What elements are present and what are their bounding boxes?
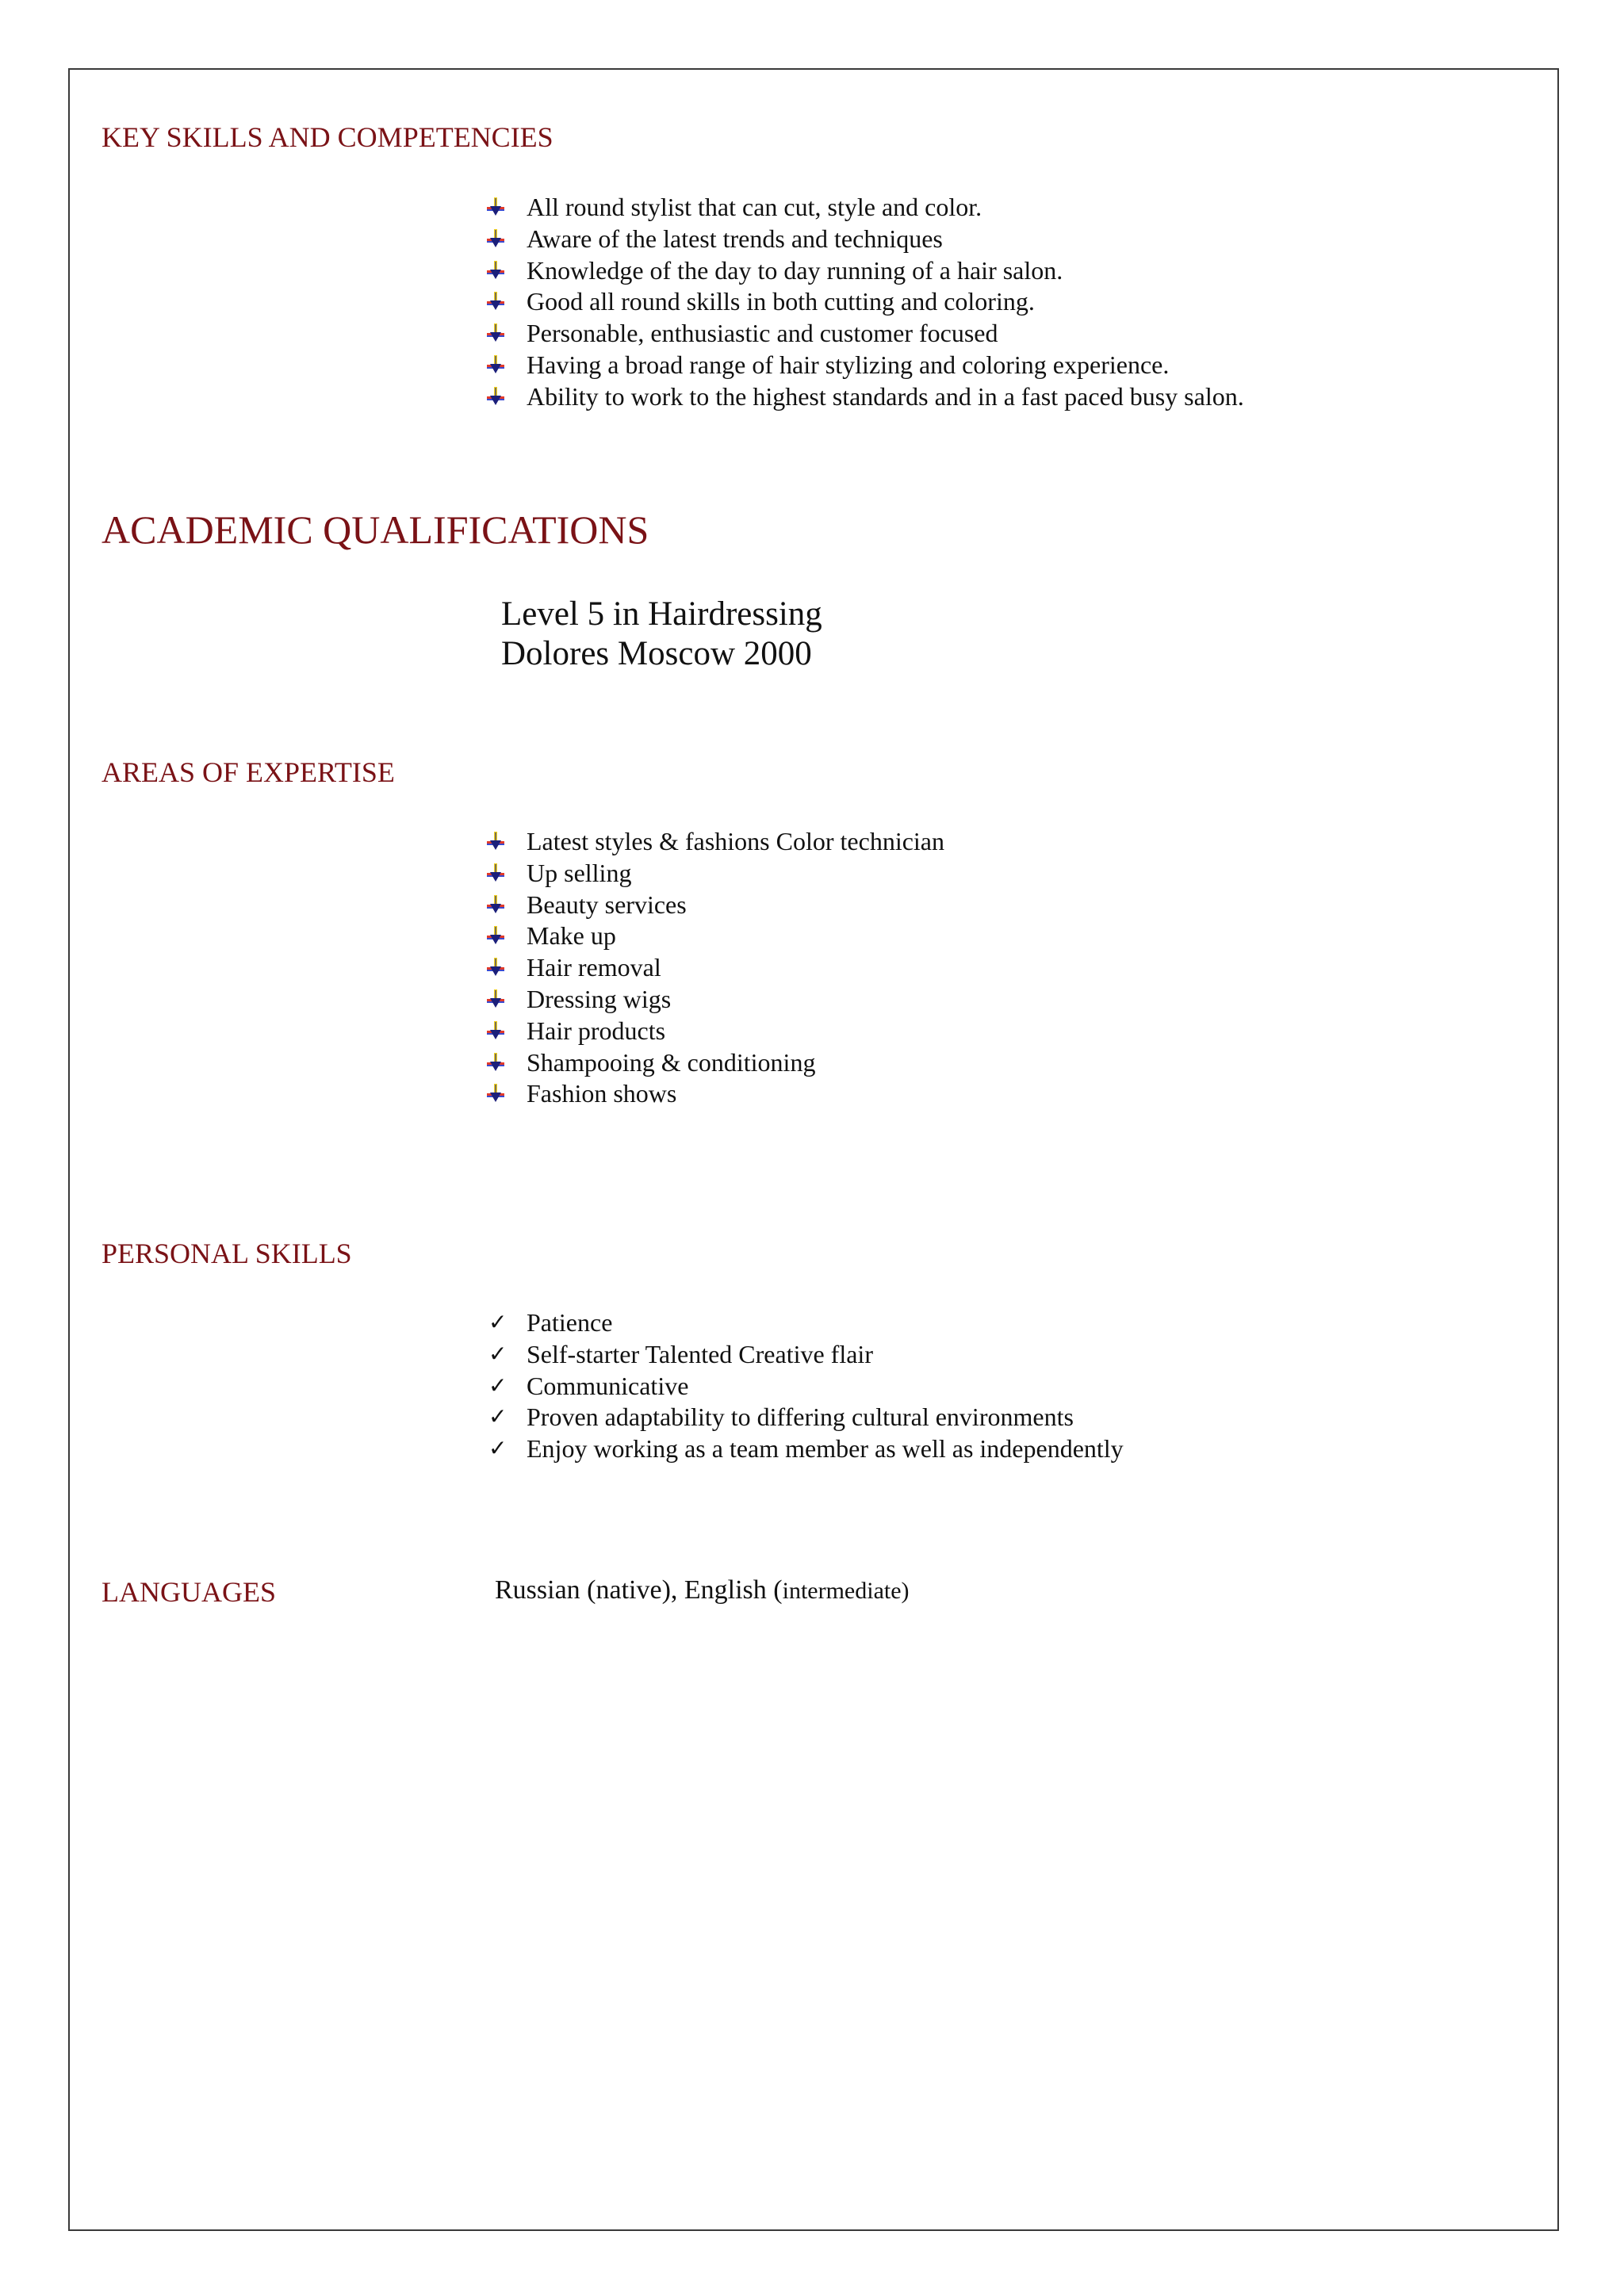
down-arrow-icon — [485, 354, 506, 375]
academic-heading: ACADEMIC QUALIFICATIONS — [102, 507, 649, 552]
list-item-text: Beauty services — [527, 890, 687, 919]
down-arrow-icon — [485, 1083, 506, 1104]
checkmark-icon: ✓ — [488, 1435, 508, 1462]
languages-value — [495, 1575, 910, 1607]
list-item-text: Make up — [527, 921, 616, 951]
list-item-text: Patience — [527, 1308, 613, 1337]
down-arrow-icon — [485, 1020, 506, 1041]
list-item-text: Good all round skills in both cutting and coloring. — [527, 287, 1035, 316]
down-arrow-icon — [485, 831, 506, 851]
checkmark-icon: ✓ — [488, 1340, 508, 1367]
down-arrow-icon — [485, 260, 506, 281]
list-item-text: Knowledge of the day to day running of a hair salon. — [527, 255, 1063, 285]
list-item-text: Having a broad range of hair stylizing and coloring experience. — [527, 350, 1170, 379]
down-arrow-icon — [485, 957, 506, 978]
list-item-text: Up selling — [527, 858, 632, 887]
checkmark-icon: ✓ — [488, 1309, 508, 1335]
down-arrow-icon — [485, 323, 506, 343]
list-item-text: Hair products — [527, 1016, 666, 1045]
key-skills-heading: KEY SKILLS AND COMPETENCIES — [102, 121, 553, 153]
down-arrow-icon — [485, 197, 506, 217]
checkmark-icon: ✓ — [488, 1403, 508, 1430]
list-item-text: Proven adaptability to differing cultural environments — [527, 1402, 1074, 1432]
list-item-text: Fashion shows — [527, 1079, 677, 1108]
checkmark-icon: ✓ — [488, 1372, 508, 1399]
down-arrow-icon — [485, 228, 506, 249]
personal-skills-heading: PERSONAL SKILLS — [102, 1238, 352, 1269]
languages-main: Russian (native), English ( — [495, 1575, 783, 1605]
down-arrow-icon — [485, 894, 506, 915]
down-arrow-icon — [485, 386, 506, 407]
list-item-text: Aware of the latest trends and techniques — [527, 224, 943, 253]
list-item-text: Ability to work to the highest standards and in a fast paced busy salon. — [527, 381, 1244, 411]
qualification-institution: Dolores Moscow 2000 — [501, 635, 812, 672]
list-item-text: Dressing wigs — [527, 984, 672, 1013]
languages-level: intermediate) — [782, 1578, 910, 1604]
down-arrow-icon — [485, 989, 506, 1009]
expertise-heading: AREAS OF EXPERTISE — [102, 756, 395, 788]
list-item-text: Enjoy working as a team member as well as independently — [527, 1434, 1124, 1464]
list-item-text: Hair removal — [527, 953, 661, 982]
languages-heading: LANGUAGES — [102, 1576, 276, 1608]
list-item-text: Communicative — [527, 1371, 689, 1400]
list-item-text: All round stylist that can cut, style and color. — [527, 193, 982, 221]
list-item-text: Personable, enthusiastic and customer focused — [527, 319, 998, 348]
list-item-text: Shampooing & conditioning — [527, 1047, 816, 1077]
down-arrow-icon — [485, 291, 506, 312]
qualification-title: Level 5 in Hairdressing — [501, 595, 822, 633]
list-item-text: Latest styles & fashions Color technician — [527, 827, 944, 855]
down-arrow-icon — [485, 863, 506, 883]
down-arrow-icon — [485, 925, 506, 946]
list-item-text: Self-starter Talented Creative flair — [527, 1339, 873, 1368]
down-arrow-icon — [485, 1052, 506, 1073]
